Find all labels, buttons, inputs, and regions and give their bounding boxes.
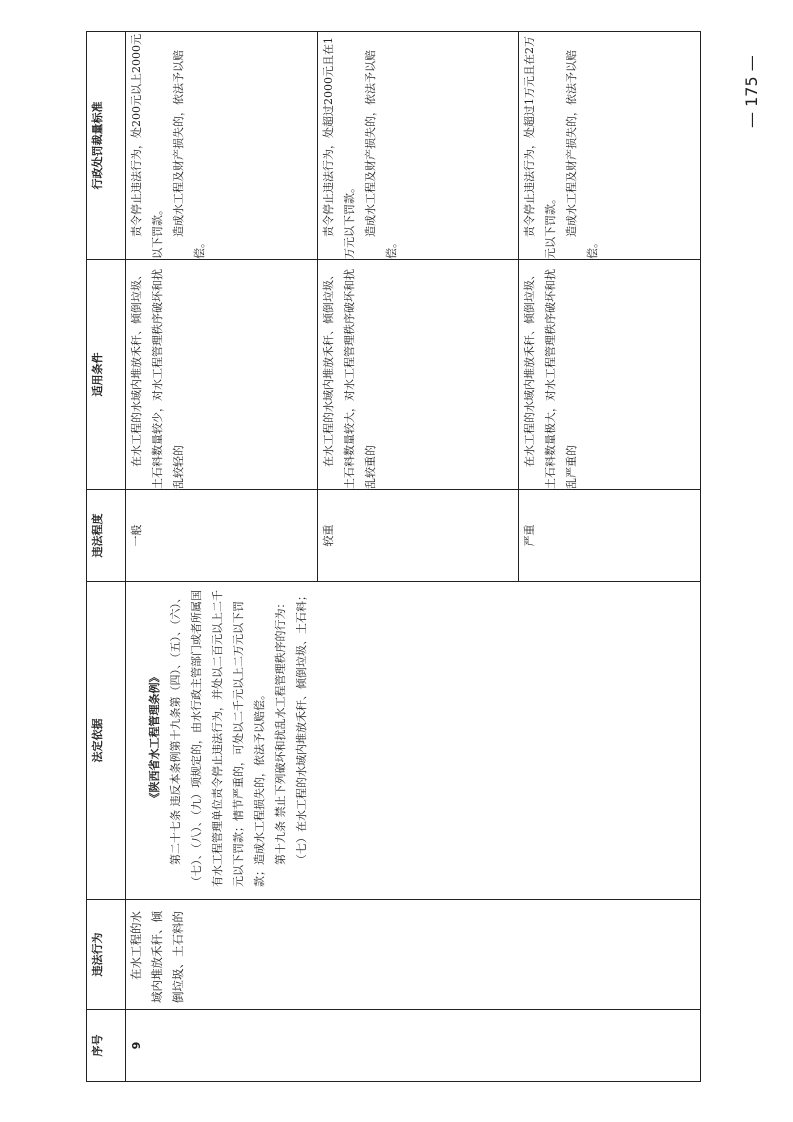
header-seq: 序号 <box>87 1010 126 1082</box>
standard-serious <box>318 32 519 260</box>
header-act: 违法行为 <box>87 900 126 1010</box>
header-basis: 法定依据 <box>87 582 126 900</box>
header-standard: 行政处罚裁量标准 <box>87 32 126 260</box>
standard-general-text-2: 造成水工程及财产损失的，依法予以赔偿。 <box>172 50 206 259</box>
act-text: 在水工程的水域内堆放禾秆、倾倒垃圾、土石料的 <box>129 911 185 1003</box>
page-number: — 175 — <box>742 55 761 129</box>
condition-severe <box>519 260 701 490</box>
header-degree: 违法程度 <box>87 490 126 582</box>
standard-severe-text-2: 造成水工程及财产损失的，依法予以赔偿。 <box>565 50 599 259</box>
degree-general: 一般 <box>126 490 318 582</box>
condition-serious-text: 在水工程的水域内堆放禾秆、倾倒垃圾、土石料数量较大，对水工程管理秩序破坏和扰乱较重的 <box>322 269 377 489</box>
standard-general <box>126 32 318 260</box>
header-row <box>87 32 126 1082</box>
penalty-table <box>86 31 701 1082</box>
basis-cell <box>126 582 701 900</box>
condition-general-text: 在水工程的水域内堆放禾秆、倾倒垃圾、土石料数量较少，对水工程管理秩序破坏和扰乱较轻的 <box>130 269 185 489</box>
basis-item-7: （七）在水工程的水域内堆放禾秆、倾倒垃圾、土石料； <box>295 590 308 865</box>
basis-article-19: 第十九条 禁止下列破坏和扰乱水工程管理秩序的行为： <box>274 597 287 865</box>
table-row <box>126 32 318 1082</box>
rotated-page <box>86 32 699 1082</box>
basis-title: 《陕西省水工程管理条例》 <box>148 671 161 804</box>
standard-severe <box>519 32 701 260</box>
standard-serious-text-1: 责令停止违法行为，处超过2000元且在1万元以下罚款。 <box>322 37 356 259</box>
standard-serious-text-2: 造成水工程及财产损失的，依法予以赔偿。 <box>364 50 398 259</box>
seq-cell: 9 <box>126 1010 701 1082</box>
condition-severe-text: 在水工程的水域内堆放禾秆、倾倒垃圾、土石料数量极大，对水工程管理秩序破坏和扰乱严重的 <box>523 269 578 489</box>
condition-general <box>126 260 318 490</box>
degree-severe: 严重 <box>519 490 701 582</box>
header-condition: 适用条件 <box>87 260 126 490</box>
standard-general-text-1: 责令停止违法行为，处200元以上2000元以下罚款。 <box>130 34 164 259</box>
basis-text <box>126 582 312 899</box>
act-cell <box>126 900 701 1010</box>
degree-serious: 较重 <box>318 490 519 582</box>
condition-serious <box>318 260 519 490</box>
standard-severe-text-1: 责令停止违法行为，处超过1万元且在2万元以下罚款。 <box>523 36 557 259</box>
basis-article-27: 第二十七条 违反本条例第十九条第（四）、（五）、（六）、（七）、（八）、（九）项规定的，由水行政主管部门或者所属国有水工程管理单位责令停止违法行为，并处以二百元以上二千元以下罚款；情节严重的，可处以二千元以上二万元以下罚款；造成水工程损失的，依法予以赔偿。 <box>169 590 266 887</box>
